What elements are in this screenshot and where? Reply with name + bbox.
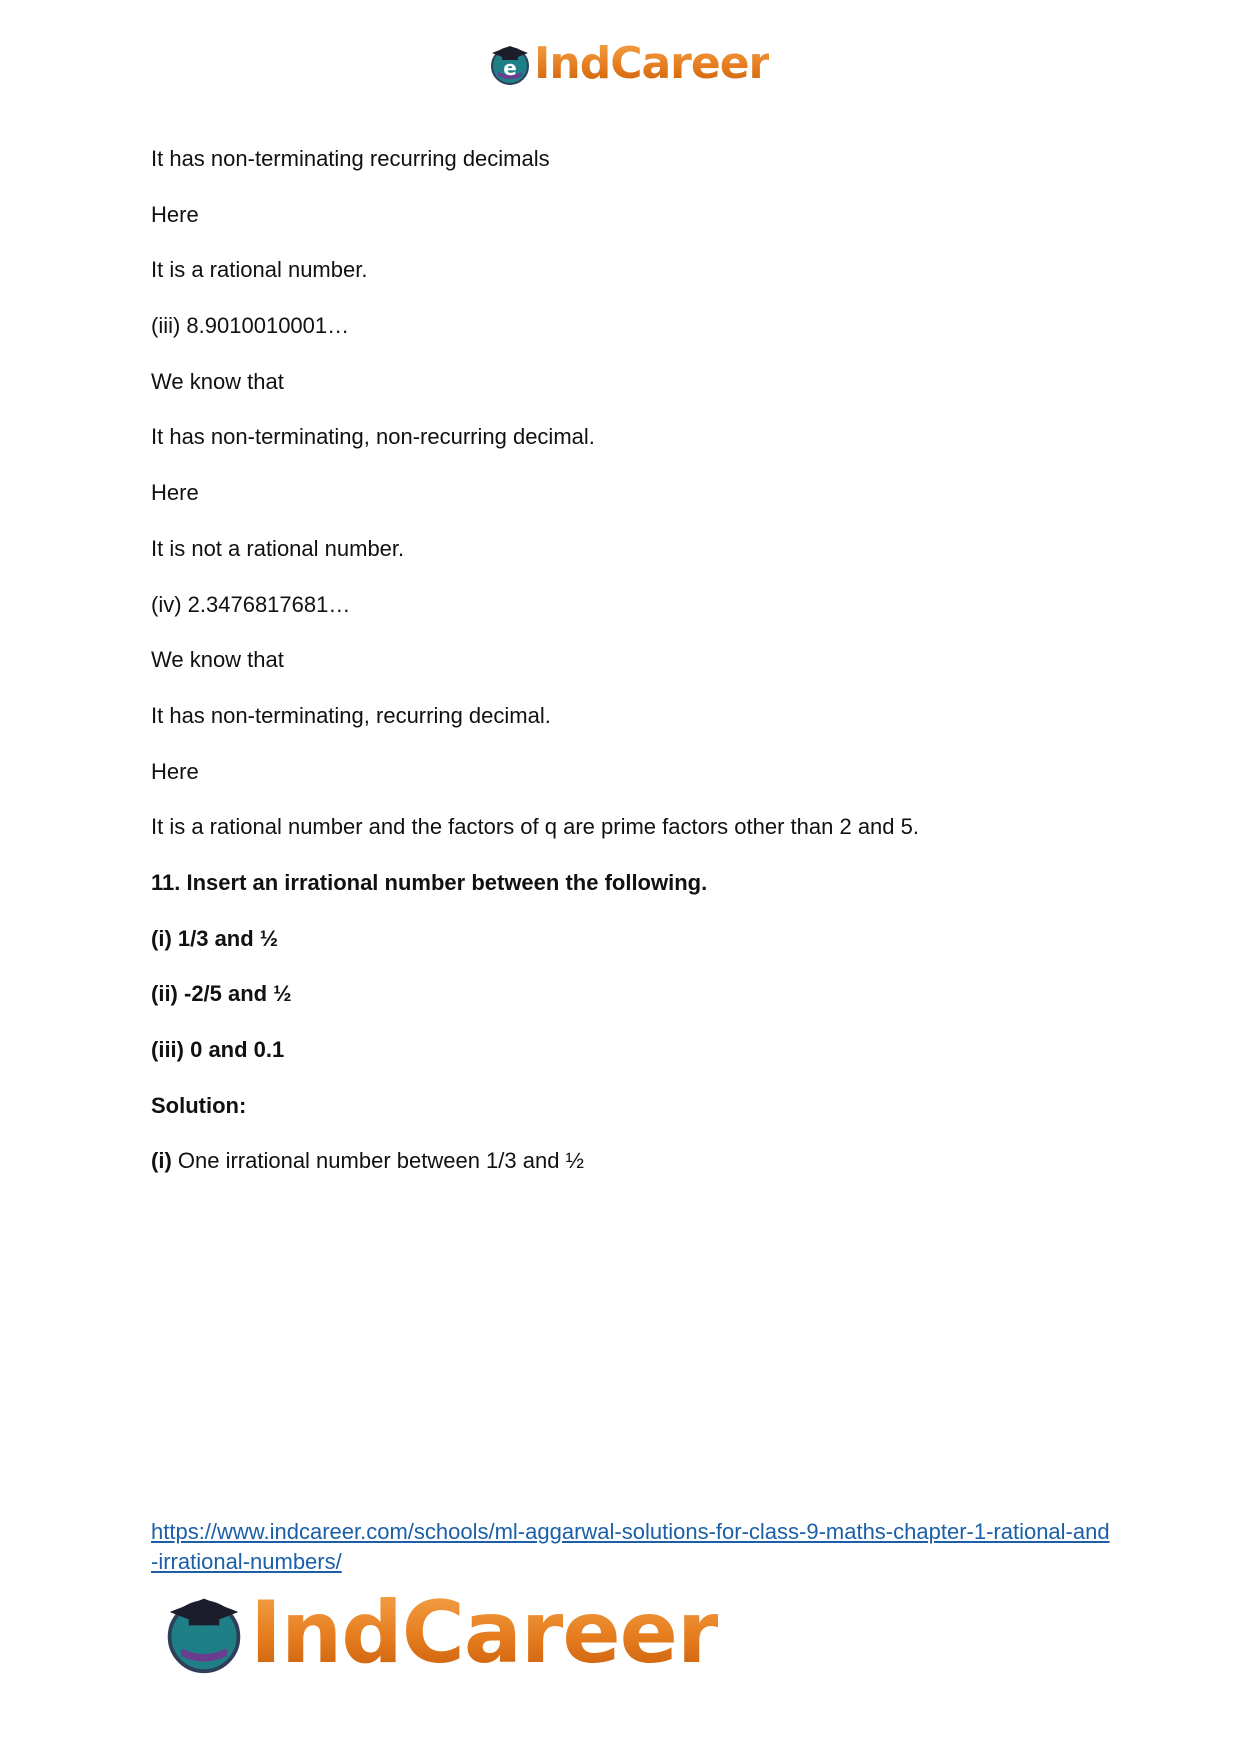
text-line: [151, 1147, 1111, 1175]
graduation-cap-globe-icon: [488, 42, 532, 86]
line-text: Here: [151, 201, 199, 227]
logo-e: e: [503, 56, 517, 80]
text-line: [151, 591, 1111, 619]
source-url-text[interactable]: https://www.indcareer.com/schools/ml-aggarwal-solutions-for-class-9-maths-chapter-1-rational-and-irrational-numbers/: [151, 1519, 1110, 1574]
line-text: It has non-terminating, non-recurring decimal.: [151, 424, 595, 450]
text-line: [151, 256, 1111, 284]
line-text: We know that: [151, 368, 284, 394]
brand-name: IndCareer: [534, 38, 770, 89]
text-line: [151, 925, 1111, 953]
header-logo: [488, 40, 769, 88]
line-text: It is not a rational number.: [151, 535, 405, 561]
text-line: [151, 646, 1111, 674]
line-text: Here: [151, 758, 199, 784]
line-text: It has non-terminating recurring decimals: [151, 146, 550, 171]
text-line: [151, 813, 1111, 841]
text-line: [151, 535, 1111, 563]
line-text: One irrational number between 1/3 and ½: [171, 1148, 584, 1174]
line-text: (ii) -2/5 and ½: [151, 981, 292, 1007]
text-line: [151, 1092, 1111, 1120]
text-line: [151, 702, 1111, 730]
text-line: [151, 145, 1111, 173]
line-text: (i) 1/3 and ½: [151, 925, 279, 951]
text-line: [151, 1036, 1111, 1064]
line-text: We know that: [151, 647, 284, 673]
line-text: Here: [151, 480, 199, 506]
text-line: [151, 312, 1111, 340]
text-line: [151, 201, 1111, 229]
line-prefix: (i): [151, 1148, 172, 1174]
line-text: 11. Insert an irrational number between the following.: [151, 869, 708, 895]
text-line: [151, 758, 1111, 786]
line-text: Solution:: [151, 1092, 247, 1118]
line-text: (iv) 2.3476817681…: [151, 591, 351, 617]
footer-logo: [162, 1583, 719, 1683]
text-line: [151, 479, 1111, 507]
text-line: [151, 869, 1111, 897]
line-text: It is a rational number and the factors of q are prime factors other than 2 and 5.: [151, 814, 919, 840]
footer-brand-name: IndCareer: [250, 1583, 719, 1683]
line-text: (iii) 8.9010010001…: [151, 313, 350, 339]
line-text: It is a rational number.: [151, 257, 368, 283]
line-text: It has non-terminating, recurring decimal.: [151, 702, 551, 728]
graduation-cap-globe-icon: [162, 1591, 246, 1675]
document-body: [151, 145, 1111, 1203]
source-url-link[interactable]: [151, 1517, 1111, 1577]
text-line: [151, 980, 1111, 1008]
text-line: [151, 423, 1111, 451]
line-text: (iii) 0 and 0.1: [151, 1037, 285, 1062]
text-line: [151, 368, 1111, 396]
